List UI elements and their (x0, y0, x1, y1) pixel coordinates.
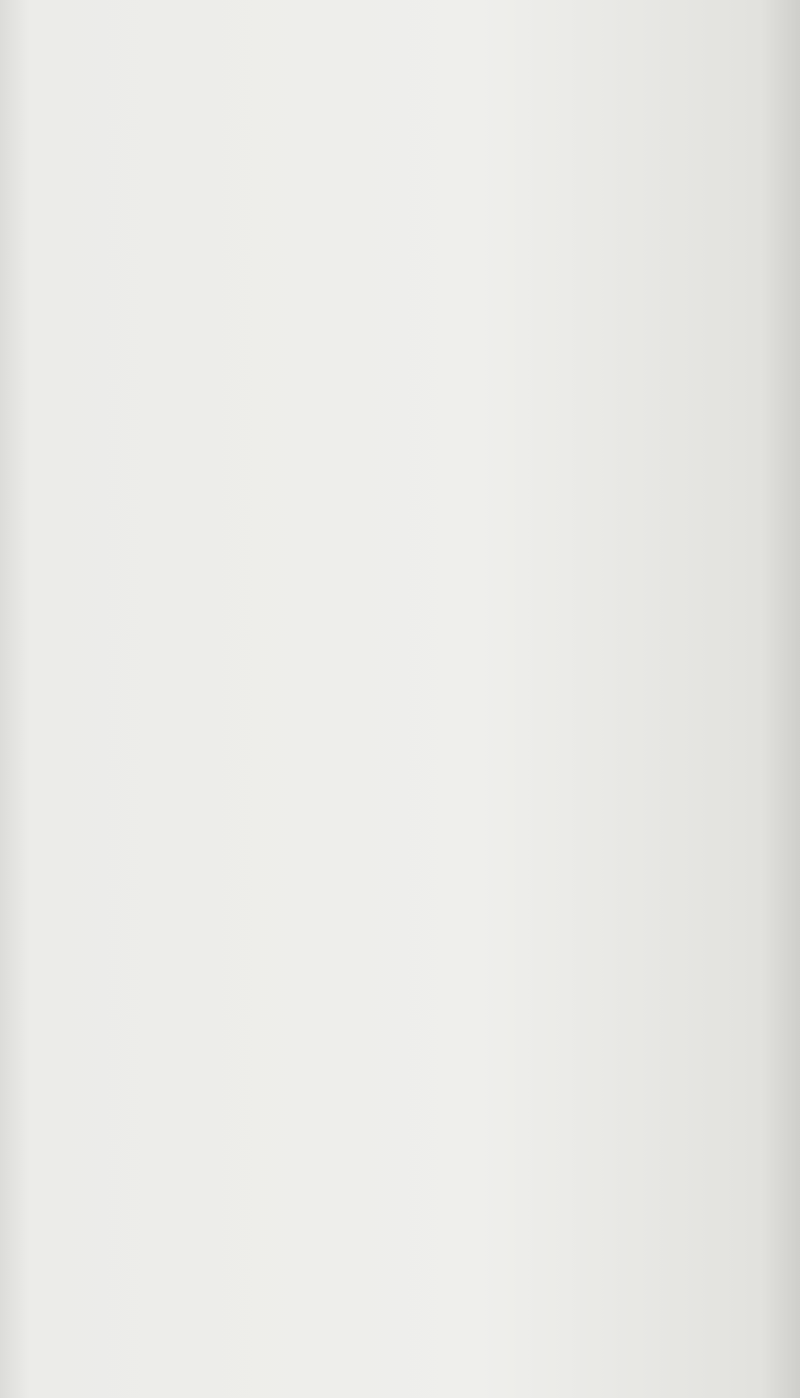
page-header (52, 44, 760, 76)
observation-title-2 (54, 144, 762, 174)
page-content (54, 84, 762, 189)
observation-heading (54, 114, 762, 144)
